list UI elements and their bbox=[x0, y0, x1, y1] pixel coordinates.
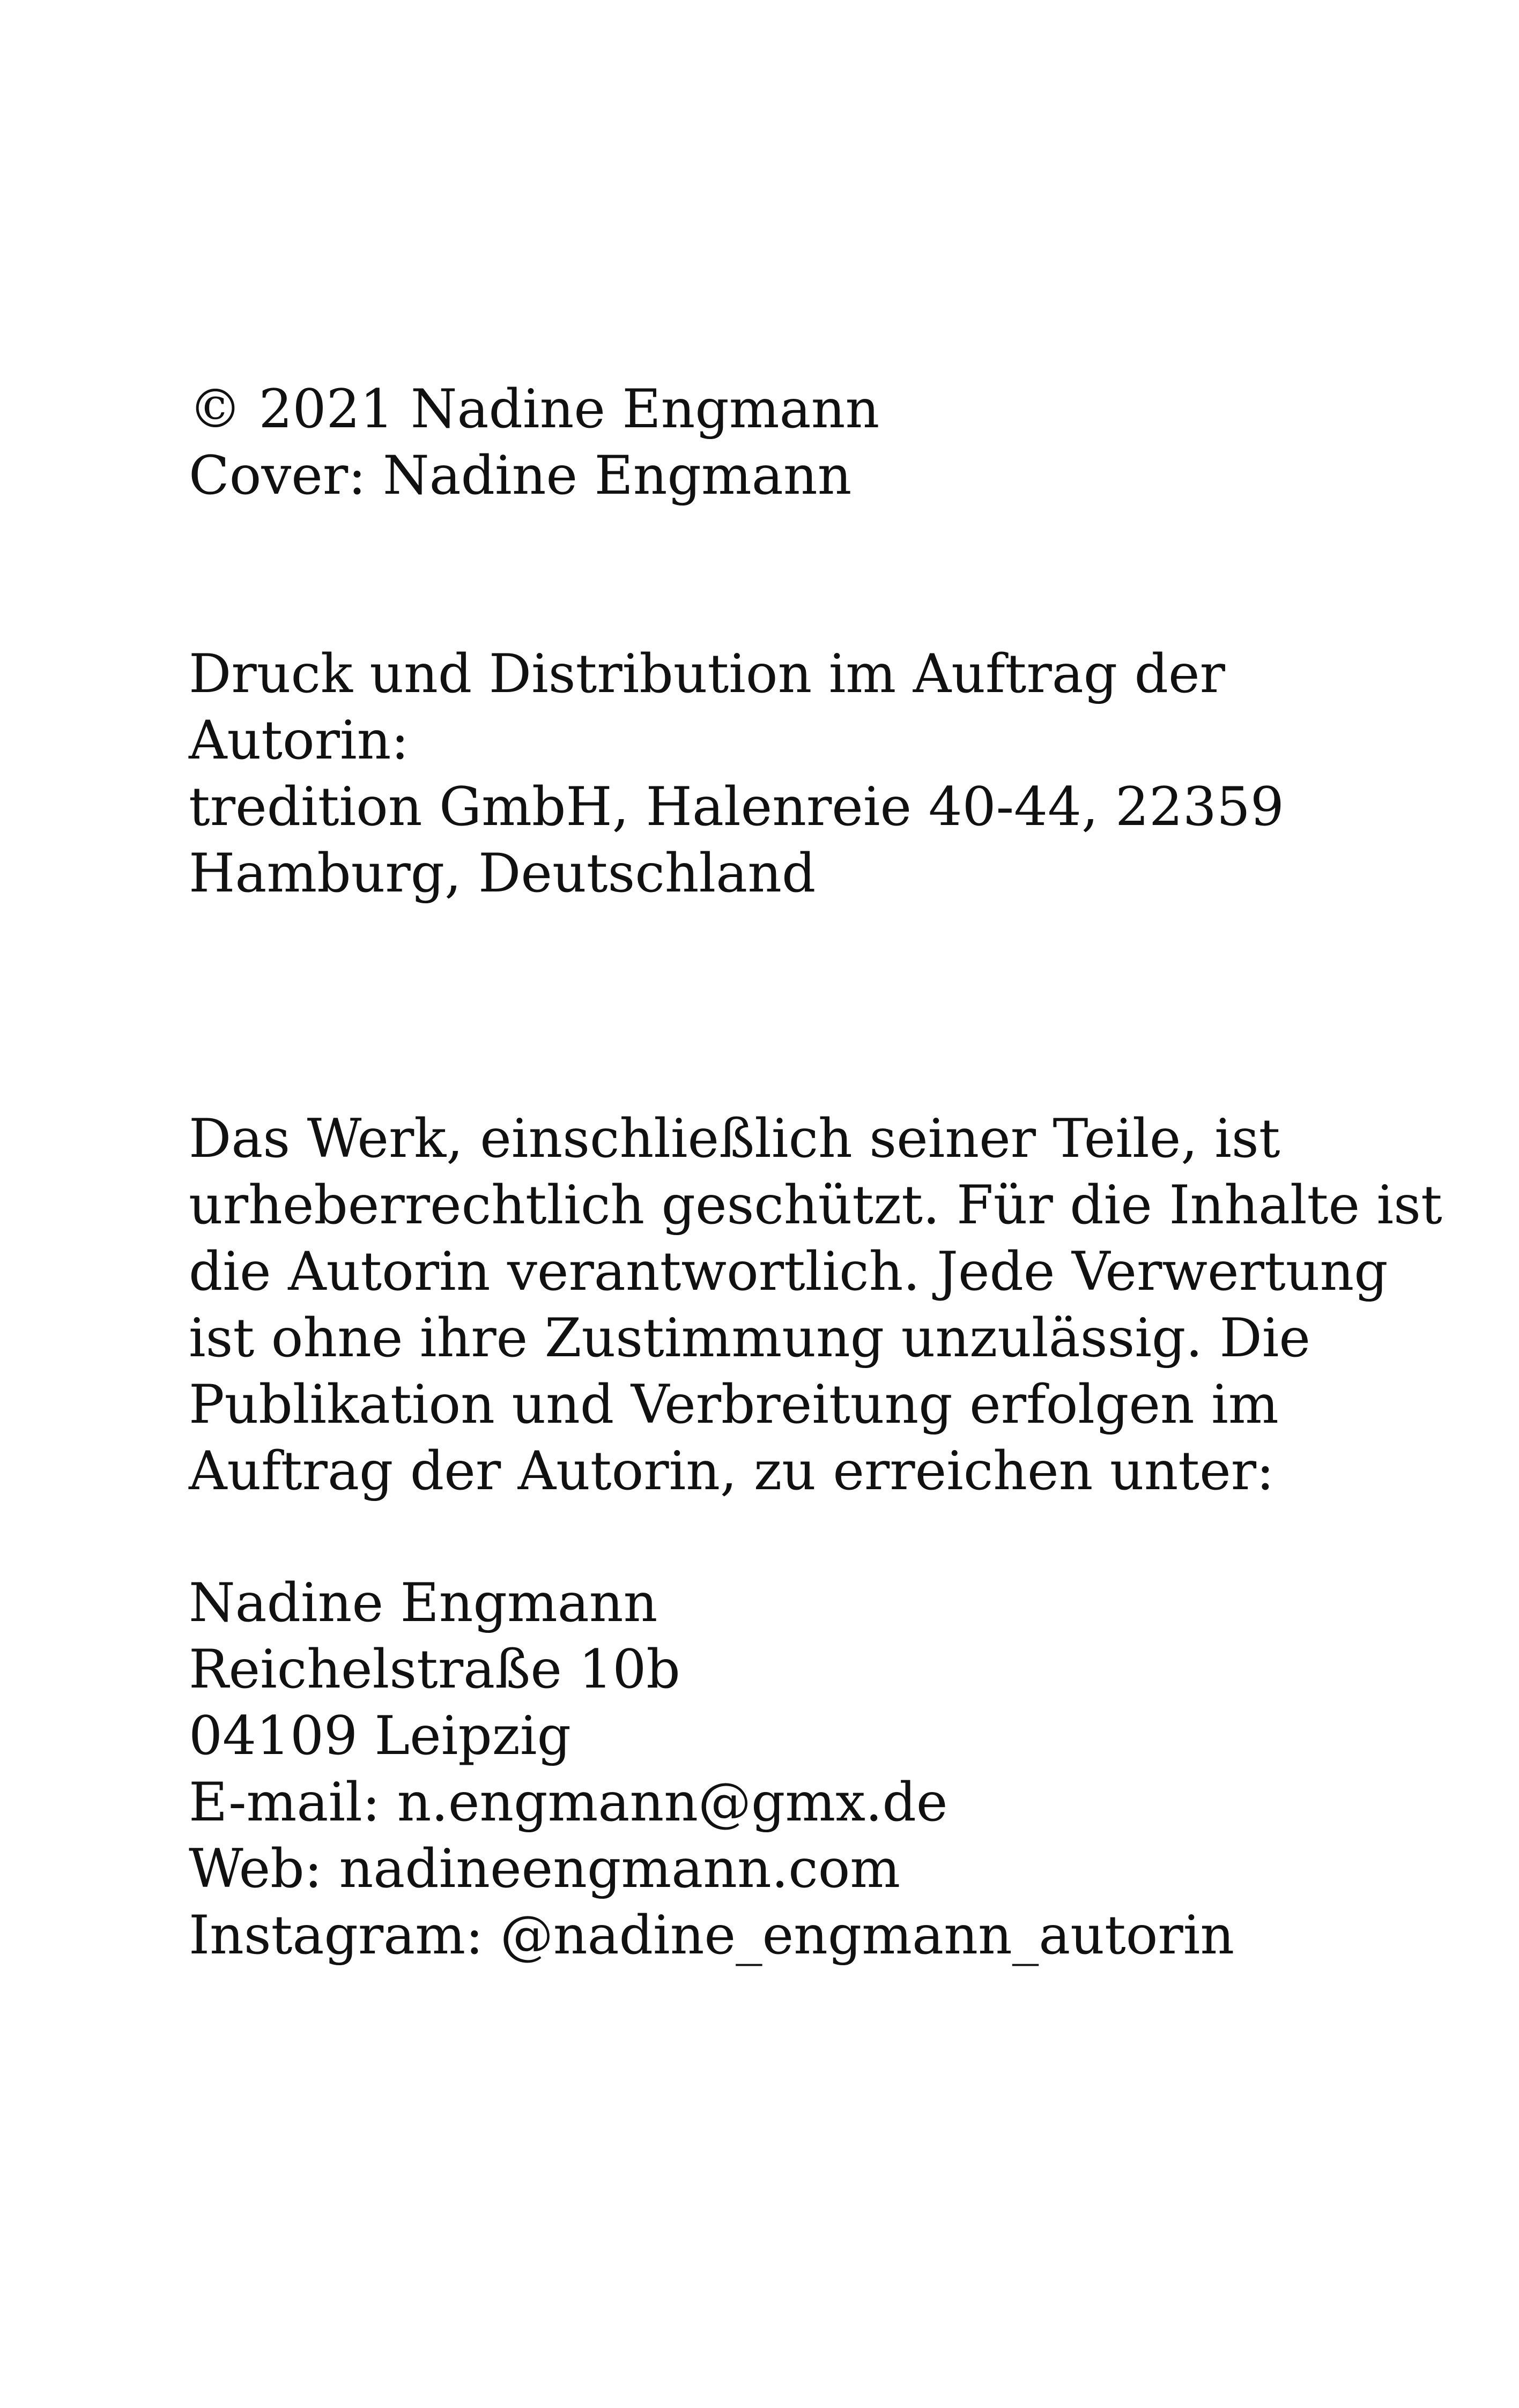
contact-street: Reichelstraße 10b bbox=[189, 1639, 680, 1700]
rights-line-5: Publikation und Verbreitung erfolgen im bbox=[189, 1374, 1279, 1436]
rights-line-6: Auftrag der Autorin, zu erreichen unter: bbox=[189, 1440, 1275, 1502]
printing-line-3: tredition GmbH, Halenreie 40-44, 22359 bbox=[189, 776, 1284, 838]
rights-line-2: urheberrechtlich geschützt. Für die Inhalte ist bbox=[189, 1175, 1442, 1236]
contact-web: Web: nadineengmann.com bbox=[189, 1838, 901, 1900]
rights-line-1: Das Werk, einschließlich seiner Teile, ist bbox=[189, 1108, 1280, 1170]
printing-line-1: Druck und Distribution im Auftrag der bbox=[189, 643, 1225, 705]
printing-line-4: Hamburg, Deutschland bbox=[189, 843, 816, 904]
contact-city: 04109 Leipzig bbox=[189, 1705, 571, 1767]
cover-credit-line: Cover: Nadine Engmann bbox=[189, 445, 852, 507]
contact-email: E-mail: n.engmann@gmx.de bbox=[189, 1772, 948, 1833]
rights-line-3: die Autorin verantwortlich. Jede Verwertung bbox=[189, 1241, 1388, 1303]
copyright-line: © 2021 Nadine Engmann bbox=[189, 378, 880, 440]
contact-instagram: Instagram: @nadine_engmann_autorin bbox=[189, 1905, 1235, 1966]
printing-line-2: Autorin: bbox=[189, 710, 409, 771]
rights-line-4: ist ohne ihre Zustimmung unzulässig. Die bbox=[189, 1307, 1310, 1369]
contact-name: Nadine Engmann bbox=[189, 1572, 658, 1634]
